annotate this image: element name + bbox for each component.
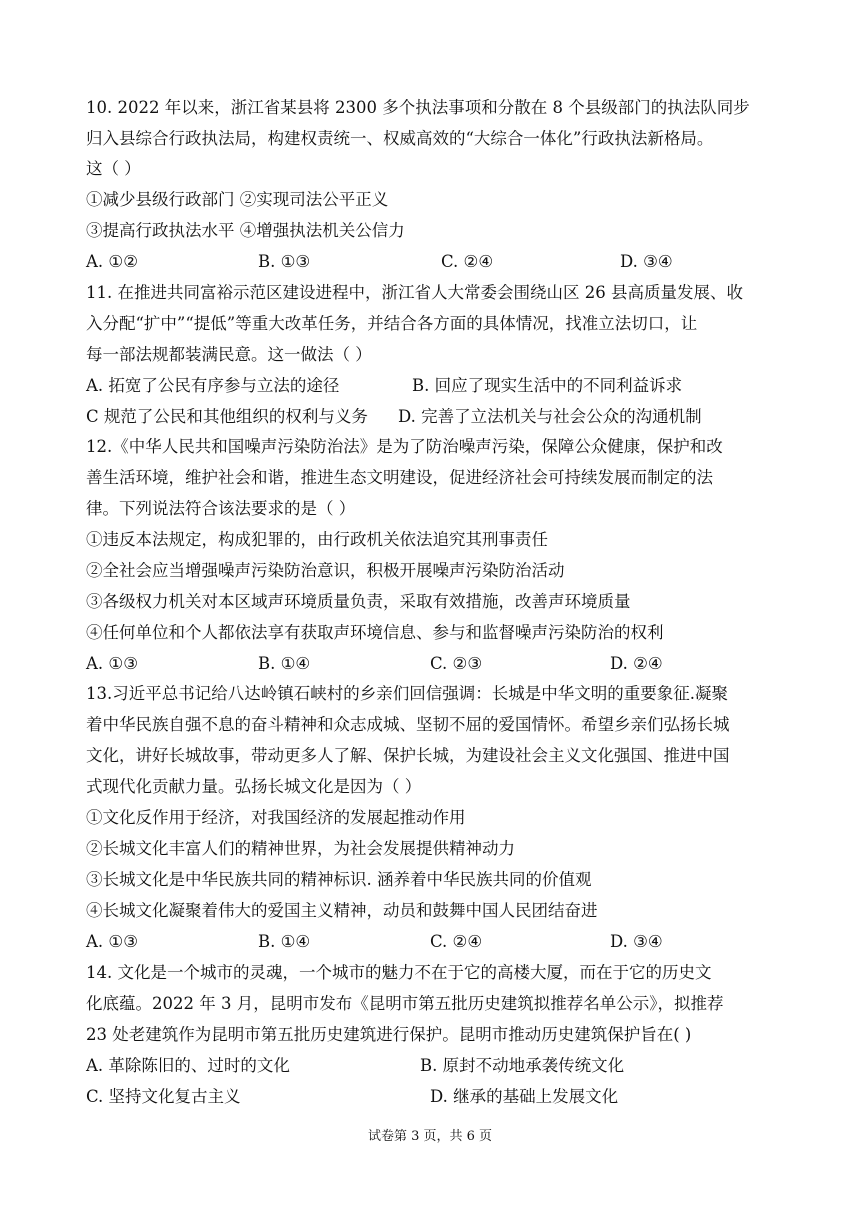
question-14-option-c[interactable]: C. 坚持文化复古主义	[86, 1087, 241, 1106]
question-12-option-a[interactable]: A. ①③	[86, 654, 138, 673]
question-14-stem-line-3: 23 处老建筑作为昆明市第五批历史建筑进行保护。昆明市推动历史建筑保护旨在( )	[86, 1025, 692, 1044]
question-12-option-c[interactable]: C. ②③	[430, 654, 483, 673]
question-14-option-b[interactable]: B. 原封不动地承袭传统文化	[420, 1056, 625, 1075]
question-10-option-a[interactable]: A. ①②	[86, 252, 138, 271]
question-14-stem-line-2: 化底蕴。2022 年 3 月，昆明市发布《昆明市第五批历史建筑拟推荐名单公示》，拟推荐	[86, 994, 724, 1013]
question-10-choice-line-1: ①减少县级行政部门 ②实现司法公平正义	[86, 190, 389, 209]
question-10-stem-line-2: 归入县综合行政执法局，构建权责统一、权威高效的“大综合一体化”行政执法新格局。	[86, 129, 714, 148]
question-13-choice-line-1: ①文化反作用于经济，对我国经济的发展起推动作用	[86, 808, 466, 827]
question-14-stem-line-1: 14. 文化是一个城市的灵魂，一个城市的魅力不在于它的高楼大厦，而在于它的历史文	[86, 963, 712, 982]
question-14-option-d[interactable]: D. 继承的基础上发展文化	[430, 1087, 619, 1106]
question-10-choice-line-2: ③提高行政执法水平 ④增强执法机关公信力	[86, 221, 405, 240]
question-13-choice-line-4: ④长城文化凝聚着伟大的爱国主义精神，动员和鼓舞中国人民团结奋进	[86, 901, 598, 920]
question-11-stem-line-2: 入分配“扩中”“提低”等重大改革任务，并结合各方面的具体情况，找准立法切口，让	[86, 314, 698, 333]
question-12-stem-line-3: 律。下列说法符合该法要求的是（ ）	[86, 499, 356, 518]
question-11-stem-line-3: 每一部法规都装满民意。这一做法（ ）	[86, 345, 372, 364]
question-12-choice-line-3: ③各级权力机关对本区域声环境质量负责，采取有效措施，改善声环境质量	[86, 592, 631, 611]
question-10-option-d[interactable]: D. ③④	[620, 252, 673, 271]
question-13-option-a[interactable]: A. ①③	[86, 932, 138, 951]
question-11-option-b[interactable]: B. 回应了现实生活中的不同利益诉求	[412, 376, 683, 395]
question-11-option-a[interactable]: A. 拓宽了公民有序参与立法的途径	[86, 376, 340, 395]
question-12-stem-line-2: 善生活环境，维护社会和谐，推进生态文明建设，促进经济社会可持续发展而制定的法	[86, 468, 713, 487]
question-12-choice-line-4: ④任何单位和个人都依法享有获取声环境信息、参与和监督噪声污染防治的权利	[86, 623, 664, 642]
question-13-stem-line-2: 着中华民族自强不息的奋斗精神和众志成城、坚韧不屈的爱国情怀。希望乡亲们弘扬长城	[86, 715, 730, 734]
question-13-choice-line-2: ②长城文化丰富人们的精神世界，为社会发展提供精神动力	[86, 839, 515, 858]
question-14-option-a[interactable]: A. 革除陈旧的、过时的文化	[86, 1056, 290, 1075]
question-12-option-b[interactable]: B. ①④	[258, 654, 311, 673]
page-footer: 试卷第 3 页，共 6 页	[367, 1129, 493, 1144]
question-13-stem-line-4: 式现代化贡献力量。弘扬长城文化是因为（ ）	[86, 777, 422, 796]
question-13-choice-line-3: ③长城文化是中华民族共同的精神标识. 涵养着中华民族共同的价值观	[86, 870, 592, 889]
question-13-option-b[interactable]: B. ①④	[258, 932, 311, 951]
question-11-stem-line-1: 11. 在推进共同富裕示范区建设进程中，浙江省人大常委会围绕山区 26 县高质量发展、收	[86, 283, 743, 302]
question-12-option-d[interactable]: D. ②④	[610, 654, 663, 673]
question-13-option-d[interactable]: D. ③④	[610, 932, 663, 951]
question-12-stem-line-1: 12.《中华人民共和国噪声污染防治法》是为了防治噪声污染，保障公众健康，保护和改	[86, 437, 723, 456]
question-11-option-d[interactable]: D. 完善了立法机关与社会公众的沟通机制	[398, 407, 702, 426]
question-10-option-b[interactable]: B. ①③	[258, 252, 311, 271]
question-10-stem-line-3: 这（ ）	[86, 159, 141, 178]
question-13-stem-line-3: 文化，讲好长城故事，带动更多人了解、保护长城，为建设社会主义文化强国、推进中国	[86, 746, 730, 765]
question-10-option-c[interactable]: C. ②④	[441, 252, 494, 271]
question-12-choice-line-1: ①违反本法规定，构成犯罪的，由行政机关依法追究其刑事责任	[86, 530, 548, 549]
question-12-choice-line-2: ②全社会应当增强噪声污染防治意识，积极开展噪声污染防治活动	[86, 561, 565, 580]
question-10-stem-line-1: 10. 2022 年以来，浙江省某县将 2300 多个执法事项和分散在 8 个县级部门的执法队同步	[86, 98, 750, 117]
question-13-option-c[interactable]: C. ②④	[430, 932, 483, 951]
question-13-stem-line-1: 13.习近平总书记给八达岭镇石峡村的乡亲们回信强调：长城是中华文明的重要象征.凝聚	[86, 684, 728, 703]
question-11-option-c[interactable]: C 规范了公民和其他组织的权利与义务	[86, 407, 368, 426]
